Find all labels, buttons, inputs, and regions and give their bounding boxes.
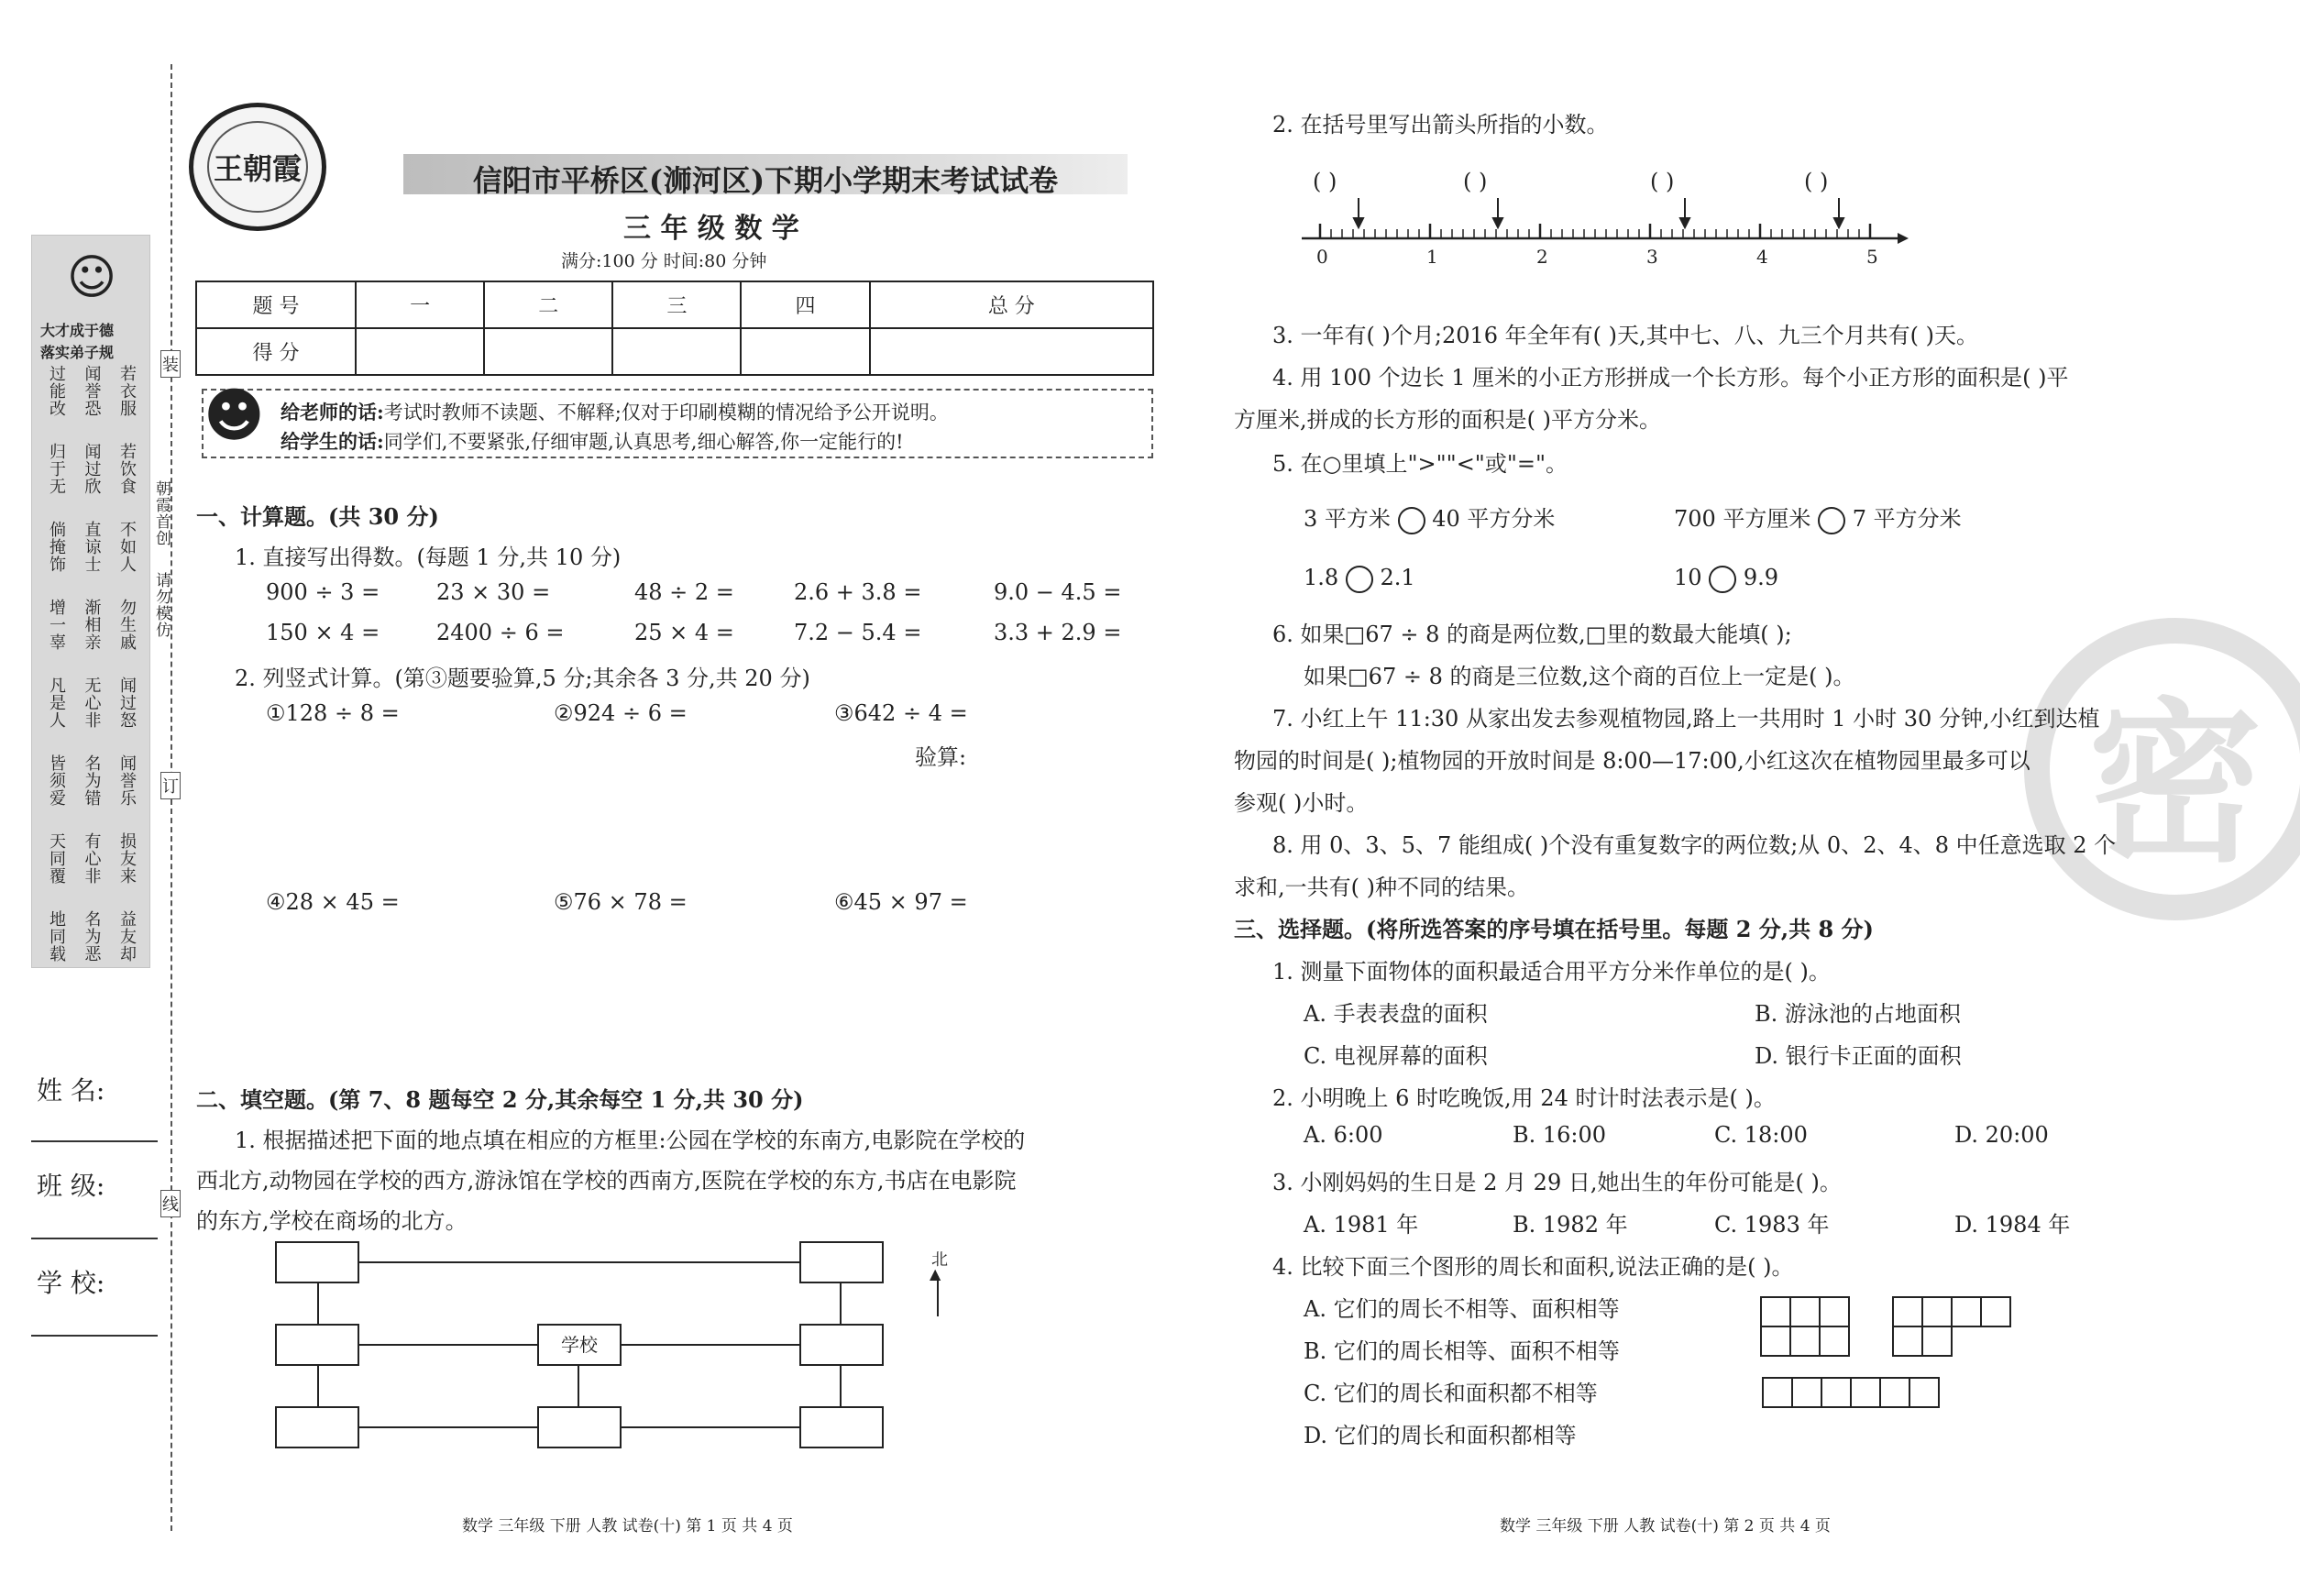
score-header: 总 分	[870, 281, 1153, 328]
map-line	[840, 1364, 842, 1406]
proverb: 勿生戚	[117, 599, 137, 651]
proverb: 倘掩饰	[47, 521, 66, 573]
proverb: 过能改	[47, 365, 66, 417]
proverb: 直谅士	[82, 521, 102, 573]
map-line	[358, 1261, 799, 1263]
proverb: 名为恶	[82, 910, 102, 963]
map-answer-box[interactable]	[799, 1241, 884, 1283]
pirate-mascot-icon: ☻	[204, 382, 265, 450]
choice-option[interactable]: B. 1982 年	[1513, 1212, 1628, 1238]
school-input-line[interactable]	[31, 1335, 158, 1337]
s3-q4: 4. 比较下面三个图形的周长和面积,说法正确的是( )。	[1272, 1254, 1794, 1280]
s2-q8-line2: 求和,一共有( )种不同的结果。	[1234, 875, 1529, 900]
proverb: 天同覆	[47, 832, 66, 885]
section3-title: 三、选择题。(将所选答案的序号填在括号里。每题 2 分,共 8 分)	[1234, 916, 1874, 942]
proverb: 损友来	[117, 832, 137, 885]
map-school-box	[537, 1324, 622, 1366]
teacher-note-label: 给老师的话:	[281, 401, 384, 424]
choice-option[interactable]: C. 它们的周长和面积都不相等	[1304, 1381, 1598, 1406]
map-answer-box[interactable]	[537, 1406, 622, 1448]
compare-item	[1304, 501, 1555, 534]
compare-right: 2.1	[1380, 565, 1415, 590]
student-note	[281, 427, 904, 455]
class-input-line[interactable]	[31, 1238, 158, 1239]
score-header: 四	[741, 281, 869, 328]
footer-left: 数学 三年级 下册 人教 试卷(十) 第 1 页 共 4 页	[462, 1517, 793, 1535]
choice-option[interactable]: B. 它们的周长相等、面积不相等	[1304, 1338, 1620, 1364]
score-row-label: 得 分	[196, 328, 356, 375]
school-label: 学 校:	[37, 1268, 105, 1298]
footer-right: 数学 三年级 下册 人教 试卷(十) 第 2 页 共 4 页	[1500, 1517, 1831, 1535]
choice-option[interactable]: B. 游泳池的占地面积	[1755, 1001, 1961, 1027]
arrow-answer-paren[interactable]: ( )	[1463, 169, 1488, 194]
map-line	[578, 1364, 579, 1406]
exam-meta: 满分:100 分 时间:80 分钟	[561, 251, 767, 271]
vertical-calc-item: ①128 ÷ 8 =	[266, 700, 400, 726]
student-note-text: 同学们,不要紧张,仔细审题,认真思考,细心解答,你一定能行的!	[383, 431, 904, 453]
map-line	[620, 1344, 799, 1346]
score-table	[195, 281, 1154, 376]
proverb: 增一辜	[47, 599, 66, 651]
brand-logo	[189, 103, 326, 231]
side-note-1: 朝霞首创	[152, 480, 171, 546]
teacher-note	[281, 398, 949, 425]
arrow-answer-paren[interactable]: ( )	[1650, 169, 1675, 194]
proverb: 皆须爱	[47, 754, 66, 807]
s2-q2: 2. 在括号里写出箭头所指的小数。	[1272, 112, 1609, 138]
axis-label: 4	[1756, 246, 1768, 268]
exam-title: 信阳市平桥区(浉河区)下期小学期末考试试卷	[472, 163, 1059, 198]
compare-item	[1304, 565, 1415, 593]
s2-q4-line2: 方厘米,拼成的长方形的面积是( )平方分米。	[1234, 407, 1661, 433]
map-answer-box[interactable]	[275, 1324, 359, 1366]
s2-q7-line2: 物园的时间是( );植物园的开放时间是 8:00—17:00,小红这次在植物园里最多可以	[1234, 748, 2030, 774]
compare-left: 10	[1674, 565, 1702, 590]
sidebar-motto-1: 大才成于德	[40, 322, 115, 339]
binding-mark-zhuang: 装	[160, 350, 181, 378]
proverb: 闻过怒	[117, 677, 137, 729]
section1-title: 一、计算题。(共 30 分)	[196, 503, 439, 530]
compare-left: 1.8	[1304, 565, 1339, 590]
s2-q5: 5. 在○里填上">""<"或"="。	[1272, 451, 1568, 477]
s2-q1-line1: 1. 根据描述把下面的地点填在相应的方框里:公园在学校的东南方,电影院在学校的	[235, 1128, 1026, 1153]
compare-circle[interactable]	[1346, 566, 1373, 593]
north-label: 北	[931, 1250, 948, 1270]
proverb: 若衣服	[117, 365, 137, 417]
score-cell[interactable]	[484, 328, 612, 375]
proverb: 若饮食	[117, 443, 137, 495]
axis-label: 0	[1316, 246, 1328, 268]
choice-option[interactable]: A. 它们的周长不相等、面积相等	[1304, 1296, 1620, 1322]
compare-circle[interactable]	[1398, 507, 1425, 534]
map-line	[317, 1364, 319, 1406]
compare-left: 3 平方米	[1304, 506, 1391, 532]
side-note-2: 请勿模仿	[152, 572, 171, 638]
north-arrow-head-icon: ▲	[930, 1265, 941, 1282]
axis-label: 5	[1866, 246, 1878, 268]
proverb: 有心非	[82, 832, 102, 885]
choice-option[interactable]: C. 1983 年	[1714, 1212, 1830, 1238]
map-line	[840, 1282, 842, 1324]
s2-q3: 3. 一年有( )个月;2016 年全年有( )天,其中七、八、九三个月共有( )天。	[1272, 323, 1979, 348]
logo-text: 王朝霞	[207, 121, 308, 213]
proverb: 地同载	[47, 910, 66, 963]
compare-right: 7 平方分米	[1852, 506, 1962, 532]
teacher-note-text: 考试时教师不读题、不解释;仅对于印刷模糊的情况给予公开说明。	[383, 402, 949, 424]
s2-q7-line3: 参观( )小时。	[1234, 790, 1369, 816]
calc-item: 7.2 − 5.4 =	[794, 620, 922, 645]
number-line-ticks	[1320, 224, 1870, 238]
map-answer-box[interactable]	[275, 1241, 359, 1283]
s3-q1: 1. 测量下面物体的面积最适合用平方分米作单位的是( )。	[1272, 959, 1831, 985]
score-header: 一	[356, 281, 484, 328]
watermark-seal	[2024, 618, 2300, 920]
calc-item: 23 × 30 =	[436, 579, 551, 605]
s2-q1-line2: 西北方,动物园在学校的西方,游泳馆在学校的西南方,医院在学校的东方,书店在电影院	[196, 1168, 1017, 1194]
choice-option[interactable]: D. 它们的周长和面积都相等	[1304, 1423, 1577, 1448]
s1-q1-title: 1. 直接写出得数。(每题 1 分,共 10 分)	[235, 545, 622, 570]
score-cell[interactable]	[870, 328, 1153, 375]
s2-q7-line1: 7. 小红上午 11:30 从家出发去参观植物园,路上一共用时 1 小时 30 分钟,小红到达植	[1272, 706, 2100, 732]
number-line-pointer-arrows	[1354, 198, 1843, 227]
proverb: 无心非	[82, 677, 102, 729]
s3-q3: 3. 小刚妈妈的生日是 2 月 29 日,她出生的年份可能是( )。	[1272, 1170, 1842, 1195]
score-header: 三	[612, 281, 741, 328]
s2-q8-line1: 8. 用 0、3、5、7 能组成( )个没有重复数字的两位数;从 0、2、4、8 中任意选取 2 个	[1272, 832, 2117, 858]
score-cell[interactable]	[612, 328, 741, 375]
proverb: 闻誉恐	[82, 365, 102, 417]
axis-label: 1	[1426, 246, 1438, 268]
choice-option[interactable]: A. 手表表盘的面积	[1304, 1001, 1488, 1027]
score-header: 题 号	[196, 281, 356, 328]
map-answer-box[interactable]	[799, 1324, 884, 1366]
compare-right: 40 平方分米	[1432, 506, 1556, 532]
proverb: 不如人	[117, 521, 137, 573]
map-answer-box[interactable]	[799, 1406, 884, 1448]
vertical-calc-item: ⑤76 × 78 =	[554, 889, 688, 915]
compare-right: 9.9	[1743, 565, 1778, 590]
calc-item: 3.3 + 2.9 =	[994, 620, 1122, 645]
score-cell[interactable]	[741, 328, 869, 375]
map-answer-box[interactable]	[275, 1406, 359, 1448]
choice-option[interactable]: A. 6:00	[1304, 1122, 1383, 1148]
score-cell[interactable]	[356, 328, 484, 375]
s2-q4-line1: 4. 用 100 个边长 1 厘米的小正方形拼成一个长方形。每个小正方形的面积是( )平	[1272, 365, 2069, 391]
proverb: 渐相亲	[82, 599, 102, 651]
compare-circle[interactable]	[1818, 507, 1845, 534]
choice-option[interactable]: C. 18:00	[1714, 1122, 1808, 1148]
vertical-calc-item: ③642 ÷ 4 =	[834, 700, 968, 726]
map-line	[358, 1344, 537, 1346]
axis-label: 3	[1646, 246, 1658, 268]
compare-left: 700 平方厘米	[1674, 506, 1811, 532]
class-label: 班 级:	[37, 1171, 105, 1201]
s2-q1-line3: 的东方,学校在商场的北方。	[196, 1208, 468, 1234]
proverb: 闻誉乐	[117, 754, 137, 807]
section2-title: 二、填空题。(第 7、8 题每空 2 分,其余每空 1 分,共 30 分)	[196, 1086, 804, 1113]
name-input-line[interactable]	[31, 1140, 158, 1142]
student-note-label: 给学生的话:	[281, 430, 384, 453]
compare-item	[1674, 501, 1962, 534]
proverb: 益友却	[117, 910, 137, 963]
proverb: 闻过欣	[82, 443, 102, 495]
map-school-label: 学校	[561, 1334, 598, 1356]
score-header: 二	[484, 281, 612, 328]
calc-item: 900 ÷ 3 =	[266, 579, 380, 605]
arrow-answer-paren[interactable]: ( )	[1804, 169, 1829, 194]
binding-mark-ding: 订	[160, 772, 181, 799]
check-label: 验算:	[915, 744, 967, 770]
s2-q6-line2: 如果□67 ÷ 8 的商是三位数,这个商的百位上一定是( )。	[1304, 664, 1855, 689]
choice-option[interactable]: D. 1984 年	[1954, 1212, 2071, 1238]
proverb-columns	[48, 365, 135, 963]
vertical-calc-item: ⑥45 × 97 =	[834, 889, 968, 915]
proverb: 凡是人	[47, 677, 66, 729]
watermark-text: 密	[2087, 680, 2262, 886]
choice-option[interactable]: C. 电视屏幕的面积	[1304, 1043, 1488, 1069]
binding-mark-xian: 线	[160, 1190, 181, 1217]
axis-label: 2	[1536, 246, 1548, 268]
arrow-answer-paren[interactable]: ( )	[1313, 169, 1337, 194]
calc-item: 9.0 − 4.5 =	[994, 579, 1122, 605]
calc-item: 2400 ÷ 6 =	[436, 620, 565, 645]
vertical-calc-item: ②924 ÷ 6 =	[554, 700, 688, 726]
proverb: 名为错	[82, 754, 102, 807]
number-line-arrow-icon	[1898, 233, 1909, 244]
map-line	[317, 1282, 319, 1324]
choice-option[interactable]: A. 1981 年	[1304, 1212, 1419, 1238]
name-label: 姓 名:	[37, 1075, 105, 1106]
choice-option[interactable]: D. 银行卡正面的面积	[1755, 1043, 1962, 1069]
s3-q2: 2. 小明晚上 6 时吃晚饭,用 24 时计时法表示是( )。	[1272, 1085, 1776, 1111]
calc-item: 48 ÷ 2 =	[634, 579, 734, 605]
compare-circle[interactable]	[1709, 566, 1736, 593]
calc-item: 2.6 + 3.8 =	[794, 579, 922, 605]
subject-title: 三 年 级 数 学	[623, 213, 799, 245]
choice-option[interactable]: D. 20:00	[1954, 1122, 2049, 1148]
sidebar-motto-2: 落实弟子规	[40, 344, 115, 361]
s2-q6-line1: 6. 如果□67 ÷ 8 的商是两位数,□里的数最大能填( );	[1272, 622, 1792, 647]
mascot-icon: ☺	[66, 250, 117, 305]
vertical-calc-item: ④28 × 45 =	[266, 889, 400, 915]
proverb: 归于无	[47, 443, 66, 495]
s1-q2-title: 2. 列竖式计算。(第③题要验算,5 分;其余各 3 分,共 20 分)	[235, 666, 810, 691]
calc-item: 25 × 4 =	[634, 620, 734, 645]
compare-item	[1674, 565, 1778, 593]
choice-option[interactable]: B. 16:00	[1513, 1122, 1607, 1148]
calc-item: 150 × 4 =	[266, 620, 380, 645]
